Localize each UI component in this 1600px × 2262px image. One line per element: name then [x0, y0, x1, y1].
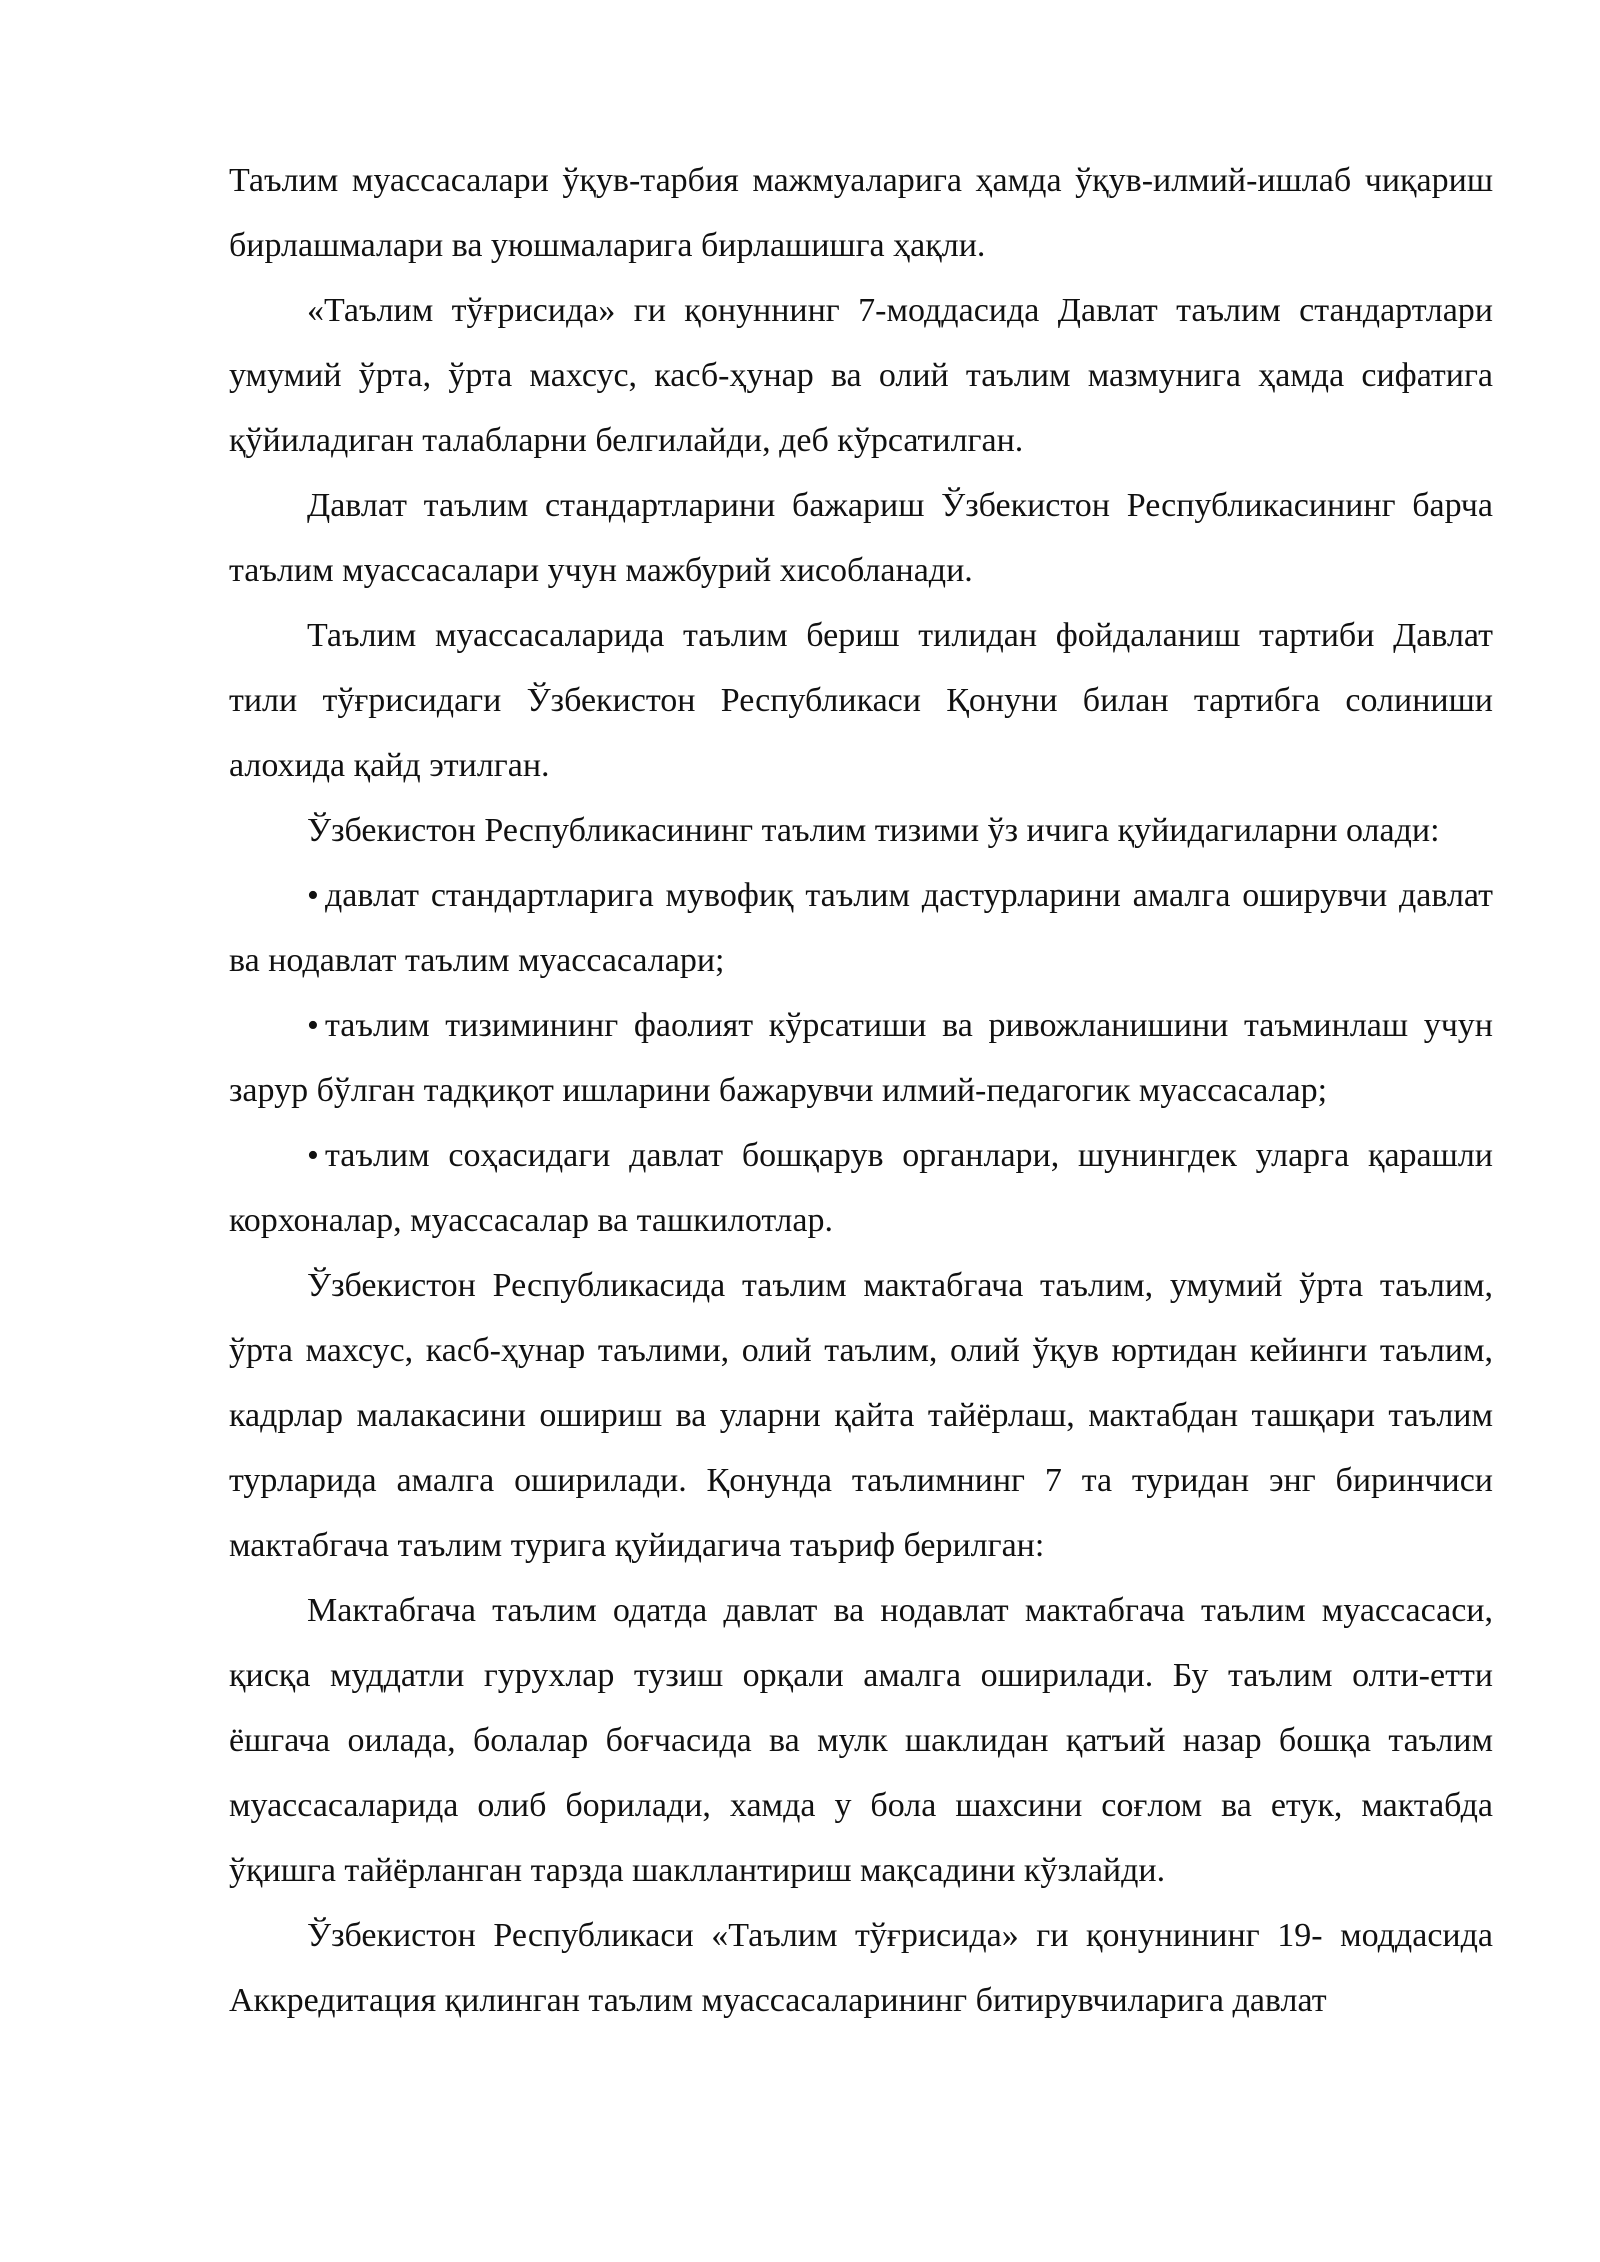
bullet-item-2 [229, 993, 1493, 1123]
paragraph-1: Таълим муассасалари ўқув-тарбия мажмуаларига ҳамда ўқув-илмий-ишлаб чиқариш бирлашмалари ва уюшмаларига бирлашишга ҳақли. [229, 162, 1493, 264]
bullet-item-text: таълим соҳасидаги давлат бошқарув органлари, шунингдек уларга қарашли корхоналар, муассасалар ва ташкилотлар. [229, 1137, 1493, 1239]
bullet-icon: • [307, 1007, 319, 1044]
bullet-item-1 [229, 863, 1493, 993]
paragraph-8: Ўзбекистон Республикаси «Таълим тўғрисида» ги қонунининг 19- моддасида Аккредитация қилинган таълим муассасаларининг битирувчиларига давлат [229, 1917, 1493, 2019]
paragraph-3: Давлат таълим стандартларини бажариш Ўзбекистон Республикасининг барча таълим муассасалари учун мажбурий хисобланади. [229, 487, 1493, 589]
paragraph-7: Мактабгача таълим одатда давлат ва нодавлат мактабгача таълим муассасаси, қисқа муддатли гурухлар тузиш орқали амалга оширилади. Бу таълим олти-етти ёшгача оилада, болалар боғчасида ва мулк шаклидан қатъий назар бошқа таълим муассасаларида олиб борилади, хамда у бола шахсини соғлом ва етук, мактабда ўқишга тайёрланган тарзда шакллантириш мақсадини кўзлайди. [229, 1592, 1493, 1889]
paragraph-6: Ўзбекистон Республикасида таълим мактабгача таълим, умумий ўрта таълим, ўрта махсус, касб-ҳунар таълими, олий таълим, олий ўқув юртидан кейинги таълим, кадрлар малакасини ошириш ва уларни қайта тайёрлаш, мактабдан ташқари таълим турларида амалга оширилади. Қонунда таълимнинг 7 та туридан энг биринчиси мактабгача таълим турига қуйидагича таъриф берилган: [229, 1267, 1493, 1564]
paragraph-2: «Таълим тўғрисида» ги қонуннинг 7-моддасида Давлат таълим стандартлари умумий ўрта, ўрта махсус, касб-ҳунар ва олий таълим мазмунига ҳамда сифатига қўйиладиган талабларни белгилайди, деб кўрсатилган. [229, 292, 1493, 459]
paragraph-5: Ўзбекистон Республикасининг таълим тизими ўз ичига қуйидагиларни олади: [307, 812, 1440, 849]
bullet-icon: • [307, 1137, 319, 1174]
bullet-item-3 [229, 1123, 1493, 1253]
document-page [229, 148, 1493, 2033]
bullet-item-text: давлат стандартларига мувофиқ таълим дастурларини амалга оширувчи давлат ва нодавлат таълим муассасалари; [229, 877, 1493, 979]
bullet-icon: • [307, 877, 319, 914]
bullet-item-text: таълим тизимининг фаолият кўрсатиши ва ривожланишини таъминлаш учун зарур бўлган тадқиқот ишларини бажарувчи илмий-педагогик муассасалар; [229, 1007, 1493, 1109]
paragraph-4: Таълим муассасаларида таълим бериш тилидан фойдаланиш тартиби Давлат тили тўғрисидаги Ўзбекистон Республикаси Қонуни билан тартибга солиниши алохида қайд этилган. [229, 617, 1493, 784]
